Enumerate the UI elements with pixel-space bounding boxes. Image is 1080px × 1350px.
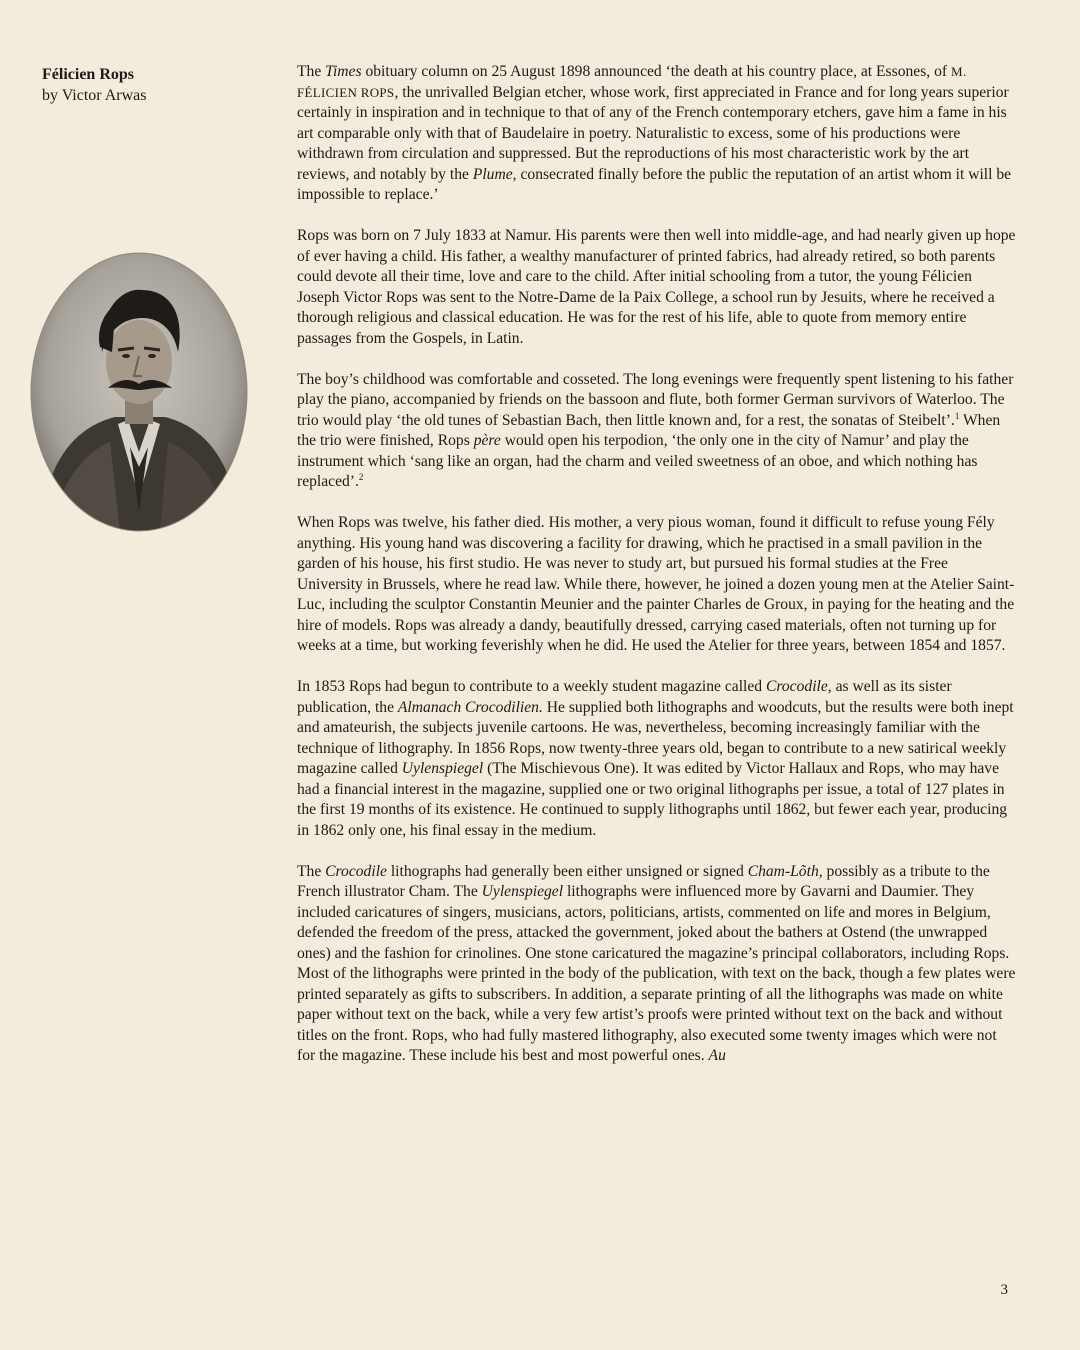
footnote-ref-2: 2	[358, 471, 364, 482]
page-number: 3	[1000, 1282, 1008, 1298]
paragraph-4: When Rops was twelve, his father died. His mother, a very pious woman, found it difficult to refuse young Fély anything. His young hand was discovering a facility for drawing, which he practised in a small pavilion in the garden of his house, his first studio. He was never to study art, but pursued his formal studies at the Free University in Brussels, where he read law. While there, however, he joined a dozen young men at the Atelier Saint-Luc, including the sculptor Constantin Meunier and the painter Charles de Groux, in paying for the heating and the hire of models. Rops was already a dandy, beautifully dressed, carrying cased materials, often not turning up for weeks at a time, but working feverishly when he did. He used the Atelier for three years, between 1854 and 1857.	[297, 514, 1015, 654]
author-byline: by Victor Arwas	[42, 87, 147, 104]
footnote-ref-1: 1	[954, 410, 960, 421]
paragraph-2: Rops was born on 7 July 1833 at Namur. His parents were then well into middle-age, and had nearly given up hope of ever having a child. His father, a wealthy manufacturer of printed fabrics, had already retired, so both parents could devote all their time, love and care to the child. After initial schooling from a tutor, the young Félicien Joseph Victor Rops was sent to the Notre-Dame de la Paix College, a school run by Jesuits, where he received a thorough religious and classical education. He was for the rest of his life, able to quote from memory entire passages from the Gospels, in Latin.	[297, 227, 1016, 347]
paragraph-1: The Times obituary column on 25 August 1898 announced ‘the death at his country place, at Essones, of M. FÉLICIEN ROPS, the unrivalled Belgian etcher, whose work, first appreciated in France and for long years superior certainly in inspiration and in technique to that of any of the French contemporary etchers, gave him a fame in his art comparable only with that of Baudelaire in poetry. Naturalistic to excess, some of his productions were withdrawn from circulation and suppressed. But the reproductions of his most characteristic work by the art reviews, and notably by the Plume, consecrated finally before the public the reputation of an artist whom it will be impossible to replace.’	[297, 63, 1012, 203]
article-title: Félicien Rops	[42, 66, 134, 83]
article-header	[42, 64, 242, 106]
paragraph-5: In 1853 Rops had begun to contribute to a weekly student magazine called Crocodile, as well as its sister publication, the Almanach Crocodilien. He supplied both lithographs and woodcuts, but the results were both inept and amateurish, the subjects juvenile cartoons. He was, nevertheless, becoming increasingly familiar with the technique of lithography. In 1856 Rops, now twenty-three years old, began to contribute to a new satirical weekly magazine called Uylenspiegel (The Mischievous One). It was edited by Victor Hallaux and Rops, who may have had a financial interest in the magazine, supplied one or two original lithographs per issue, a total of 127 plates in the first 19 months of its existence. He continued to supply lithographs until 1862, but fewer each year, producing in 1862 only one, his final essay in the medium.	[297, 678, 1014, 839]
article-body	[297, 62, 1017, 1067]
portrait-photo	[30, 252, 248, 532]
paragraph-6: The Crocodile lithographs had generally been either unsigned or signed Cham-Lõth, possibly as a tribute to the French illustrator Cham. The Uylenspiegel lithographs were influenced more by Gavarni and Daumier. They included caricatures of singers, musicians, actors, politicians, artists, commented on life and mores in Belgium, defended the freedom of the press, attacked the government, joked about the bathers at Ostend (the unwrapped ones) and the fashion for crinolines. One stone caricatured the magazine’s principal collaborators, including Rops. Most of the lithographs were printed in the body of the publication, with text on the back, though a few plates were printed separately as gifts to subscribers. In addition, a separate printing of all the lithographs was made on white paper without text on the back, while a very few artist’s proofs were printed without text on the back and without titles on the front. Rops, who had fully mastered lithography, also executed some twenty images which were not for the magazine. These include his best and most powerful ones. Au	[297, 862, 1016, 1064]
paragraph-3: The boy’s childhood was comfortable and cosseted. The long evenings were frequently spent listening to his father play the piano, accompanied by friends on the bassoon and flute, both former German survivors of Waterloo. The trio would play ‘the old tunes of Sebastian Bach, then little known and, for a rest, the sonatas of Steibelt’.$^1$ When the trio were finished, Rops père would open his terpodion, ‘the only one in the city of Namur’ and play the instrument which ‘sang like an organ, had the charm and veiled sweetness of an oboe, and which nothing has replaced’.$^2$	[297, 370, 1014, 490]
